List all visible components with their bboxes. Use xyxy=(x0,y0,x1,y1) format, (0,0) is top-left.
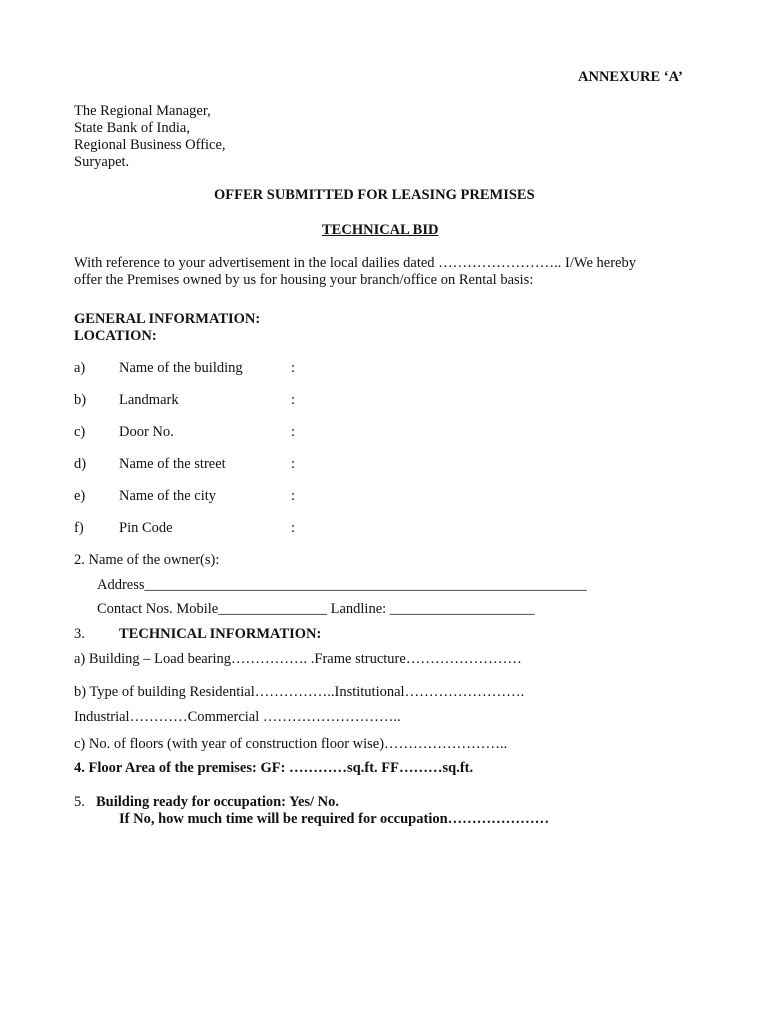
list-item-colon: : xyxy=(291,392,296,408)
list-item-label: Name of the building xyxy=(119,360,243,376)
location-heading: LOCATION: xyxy=(74,328,157,344)
list-item-letter: b) xyxy=(74,392,87,408)
annexure-label: ANNEXURE ‘A’ xyxy=(578,69,683,85)
list-item-letter: c) xyxy=(74,424,86,440)
technical-heading: TECHNICAL INFORMATION: xyxy=(119,626,322,642)
owner-label: 2. Name of the owner(s): xyxy=(74,552,220,568)
list-item-colon: : xyxy=(291,424,296,440)
intro-line: offer the Premises owned by us for housing your branch/office on Rental basis: xyxy=(74,272,534,288)
ready-time-line: If No, how much time will be required for occupation………………… xyxy=(119,811,550,827)
address-line: The Regional Manager, xyxy=(74,103,211,119)
owner-address-field: Address_____________________________________________________________ xyxy=(97,577,587,593)
ready-line: Building ready for occupation: Yes/ No. xyxy=(96,794,340,810)
list-item-colon: : xyxy=(291,520,296,536)
building-type-line: a) Building – Load bearing……………. .Frame structure…………………… xyxy=(74,651,522,667)
document-title: OFFER SUBMITTED FOR LEASING PREMISES xyxy=(214,187,535,203)
general-info-heading: GENERAL INFORMATION: xyxy=(74,311,261,327)
floors-line: c) No. of floors (with year of construction floor wise)…………………….. xyxy=(74,736,508,752)
list-item-colon: : xyxy=(291,360,296,376)
list-item-letter: e) xyxy=(74,488,86,504)
list-item-label: Name of the street xyxy=(119,456,226,472)
intro-line: With reference to your advertisement in the local dailies dated …………………….. I/We hereby xyxy=(74,255,636,271)
document-subtitle: TECHNICAL BID xyxy=(322,222,439,238)
list-item-label: Landmark xyxy=(119,392,179,408)
building-use-line: Industrial…………Commercial ……………………….. xyxy=(74,709,401,725)
list-item-letter: a) xyxy=(74,360,86,376)
list-item-letter: d) xyxy=(74,456,87,472)
address-line: State Bank of India, xyxy=(74,120,190,136)
list-item-colon: : xyxy=(291,456,296,472)
list-item-label: Door No. xyxy=(119,424,174,440)
list-item-label: Pin Code xyxy=(119,520,173,536)
technical-number: 3. xyxy=(74,626,85,642)
list-item-letter: f) xyxy=(74,520,84,536)
address-line: Suryapet. xyxy=(74,154,130,170)
building-use-line: b) Type of building Residential……………..Institutional……………………. xyxy=(74,684,525,700)
list-item-label: Name of the city xyxy=(119,488,217,504)
floor-area-line: 4. Floor Area of the premises: GF: …………sq.ft. FF………sq.ft. xyxy=(74,760,474,776)
list-item-colon: : xyxy=(291,488,296,504)
owner-contact-field: Contact Nos. Mobile_______________ Landline: ____________________ xyxy=(97,601,535,617)
address-line: Regional Business Office, xyxy=(74,137,226,153)
ready-number: 5. xyxy=(74,794,85,810)
